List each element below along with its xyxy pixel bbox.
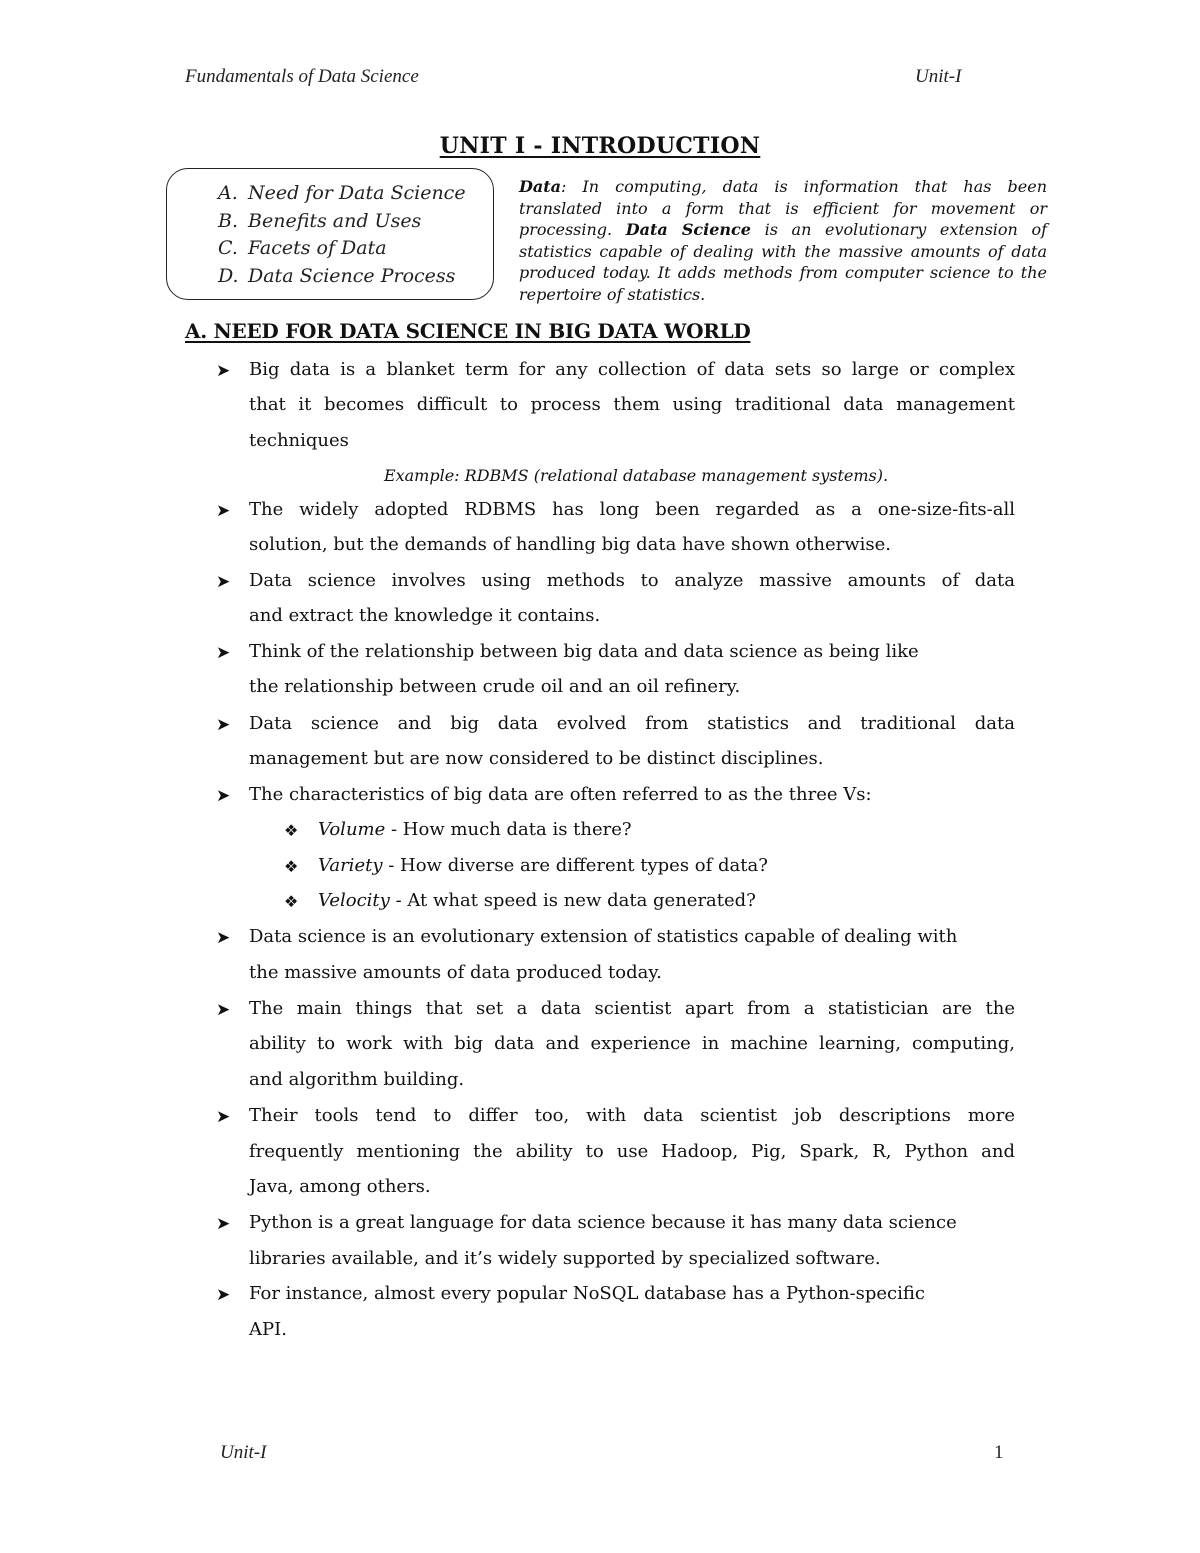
example-line: Example: RDBMS (relational database management systems).: [383, 466, 889, 485]
arrow-bullet-icon: ➤: [216, 1107, 231, 1127]
bullet-line: Python is a great language for data science because it has many data science: [249, 1212, 957, 1233]
arrow-bullet-icon: ➤: [216, 1000, 231, 1020]
arrow-bullet-icon: ➤: [216, 1214, 231, 1234]
running-header-unit: Unit-I: [915, 66, 962, 87]
arrow-bullet-icon: ➤: [216, 928, 231, 948]
bullet-line: Data science involves using methods to analyze massive amounts of data: [249, 570, 1015, 591]
toc-item-b: [218, 210, 421, 232]
arrow-bullet-icon: ➤: [216, 643, 231, 663]
bullet-line: The characteristics of big data are often referred to as the three Vs:: [249, 784, 872, 805]
v-item-volume: [318, 819, 632, 840]
v-term: Variety: [318, 855, 383, 876]
toc-letter: A.: [218, 182, 238, 204]
arrow-bullet-icon: ➤: [216, 786, 231, 806]
bullet-line: Java, among others.: [249, 1176, 431, 1197]
bullet-line: management but are now considered to be distinct disciplines.: [249, 748, 824, 769]
bullet-line: Their tools tend to differ too, with data scientist job descriptions more: [249, 1105, 1015, 1126]
toc-text: Facets of Data: [248, 237, 387, 259]
arrow-bullet-icon: ➤: [216, 572, 231, 592]
diamond-bullet-icon: ❖: [284, 821, 299, 840]
page-number: 1: [994, 1442, 1004, 1463]
bullet-line: Big data is a blanket term for any collection of data sets so large or complex: [249, 359, 1015, 380]
bullet-line: frequently mentioning the ability to use Hadoop, Pig, Spark, R, Python and: [249, 1141, 1015, 1162]
toc-letter: B.: [218, 210, 239, 232]
toc-letter: C.: [218, 237, 238, 259]
running-header-title: Fundamentals of Data Science: [185, 66, 419, 87]
v-text: - How much data is there?: [385, 819, 632, 840]
definition-paragraph: [519, 176, 1047, 306]
v-term: Velocity: [318, 890, 390, 911]
arrow-bullet-icon: ➤: [216, 361, 231, 381]
bullet-line: the massive amounts of data produced today.: [249, 962, 662, 983]
bullet-line: libraries available, and it’s widely supported by specialized software.: [249, 1248, 881, 1269]
diamond-bullet-icon: ❖: [284, 892, 299, 911]
bullet-line: Data science and big data evolved from statistics and traditional data: [249, 713, 1015, 734]
data-science-definition: is an evolutionary extension of statistics capable of dealing with the massive amounts of data produced today. It adds methods from computer science to the repertoire of statistics.: [519, 220, 1048, 304]
arrow-bullet-icon: ➤: [216, 501, 231, 521]
data-science-term: Data Science: [625, 220, 751, 240]
bullet-line: solution, but the demands of handling big data have shown otherwise.: [249, 534, 892, 555]
toc-item-c: [218, 237, 387, 259]
arrow-bullet-icon: ➤: [216, 715, 231, 735]
toc-letter: D.: [218, 265, 239, 287]
v-item-variety: [318, 855, 768, 876]
toc-item-a: [218, 182, 466, 204]
data-definition: : In computing, data is information that has been translated into a form that is efficient for movement or processing.: [519, 177, 1047, 240]
bullet-line: Think of the relationship between big data and data science as being like: [249, 641, 919, 662]
bullet-line: The main things that set a data scientist apart from a statistician are the: [249, 998, 1015, 1019]
v-item-velocity: [318, 890, 756, 911]
toc-text: Data Science Process: [248, 265, 456, 287]
section-heading: A. NEED FOR DATA SCIENCE IN BIG DATA WORLD: [185, 319, 751, 343]
bullet-line: API.: [249, 1319, 287, 1340]
toc-item-d: [218, 265, 455, 287]
arrow-bullet-icon: ➤: [216, 1285, 231, 1305]
bullet-line: the relationship between crude oil and an oil refinery.: [249, 676, 741, 697]
toc-text: Benefits and Uses: [248, 210, 422, 232]
bullet-line: that it becomes difficult to process them using traditional data management: [249, 394, 1015, 415]
bullet-line: Data science is an evolutionary extension of statistics capable of dealing with: [249, 926, 958, 947]
bullet-line: and algorithm building.: [249, 1069, 465, 1090]
bullet-line: ability to work with big data and experience in machine learning, computing,: [249, 1033, 1015, 1054]
bullet-line: For instance, almost every popular NoSQL database has a Python-specific: [249, 1283, 925, 1304]
bullet-line: The widely adopted RDBMS has long been regarded as a one-size-fits-all: [249, 499, 1015, 520]
v-term: Volume: [318, 819, 386, 840]
page-title: UNIT I - INTRODUCTION: [439, 133, 761, 159]
diamond-bullet-icon: ❖: [284, 857, 299, 876]
toc-text: Need for Data Science: [248, 182, 466, 204]
bullet-line: and extract the knowledge it contains.: [249, 605, 601, 626]
data-term: Data: [519, 177, 561, 196]
v-text: - At what speed is new data generated?: [389, 890, 756, 911]
bullet-line: techniques: [249, 430, 349, 451]
footer-unit: Unit-I: [220, 1442, 267, 1463]
v-text: - How diverse are different types of data?: [382, 855, 768, 876]
